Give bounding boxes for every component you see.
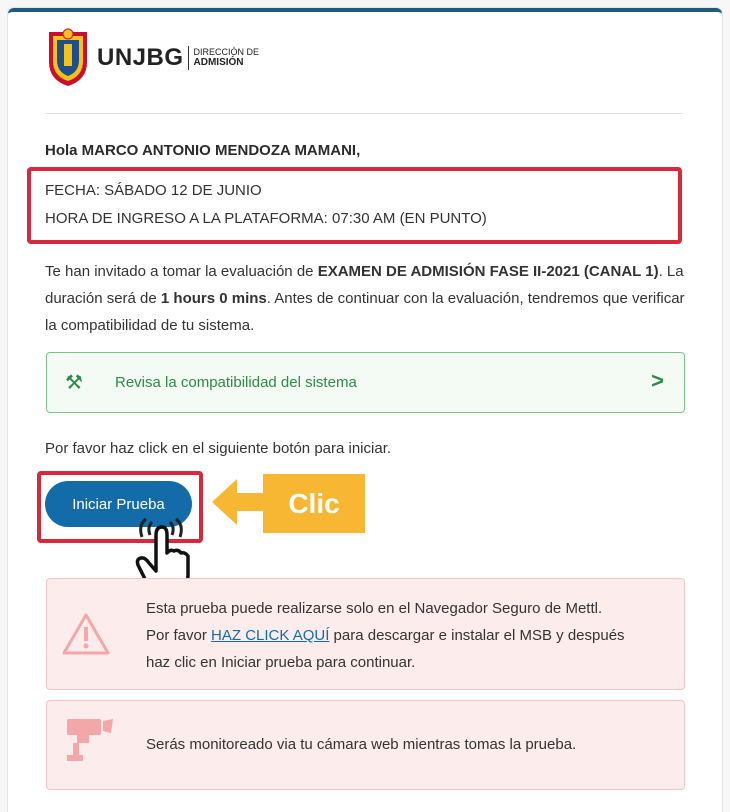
compatibility-check-link[interactable]	[46, 352, 685, 413]
brand-name: UNJBG	[97, 43, 184, 71]
intro-text	[45, 258, 685, 339]
exam-duration: 1 hours 0 mins	[160, 290, 267, 307]
logo-divider	[188, 46, 189, 70]
entry-time: HORA DE INGRESO A LA PLATAFORMA: 07:30 AM (EN PUNTO)	[45, 210, 487, 227]
header-divider	[45, 113, 683, 114]
dept-line-1: DIRECCIÓN DE	[193, 47, 260, 57]
clic-annotation: Clic	[263, 474, 365, 533]
unjbg-logo	[45, 25, 259, 90]
warning-icon	[61, 612, 111, 656]
security-camera-icon	[63, 717, 115, 765]
exam-name: EXAMEN DE ADMISIÓN FASE II-2021 (CANAL 1)	[317, 263, 659, 280]
line2-prefix: Por favor	[146, 627, 212, 644]
line2-suffix: para descargar e instalar el MSB y después	[329, 627, 625, 644]
greeting: Hola MARCO ANTONIO MENDOZA MAMANI,	[45, 142, 361, 159]
intro-part-2: . La duración será de	[45, 263, 684, 307]
intro-part-3: . Antes de continuar con la evaluación, tendremos que verificar la compatibilidad de tu sistema.	[45, 290, 685, 334]
camera-monitoring-alert	[46, 700, 685, 790]
arrow-left-icon	[212, 477, 266, 527]
department-name	[194, 47, 260, 68]
secure-browser-line-3: haz clic en Iniciar prueba para continuar.	[146, 654, 416, 671]
camera-monitoring-text: Serás monitoreado via tu cámara web mientras tomas la prueba.	[146, 736, 577, 753]
download-msb-link[interactable]: HAZ CLICK AQUÍ	[211, 627, 330, 644]
chevron-right-icon: >	[651, 368, 664, 393]
click-instruction: Por favor haz click en el siguiente botón para iniciar.	[45, 440, 392, 457]
start-test-button[interactable]: Iniciar Prueba	[45, 481, 192, 527]
dept-line-2: ADMISIÓN	[193, 57, 244, 68]
tools-icon: ⚒	[65, 372, 83, 394]
intro-part-1: Te han invitado a tomar la evaluación de	[45, 263, 318, 280]
secure-browser-line-2	[146, 622, 625, 649]
schedule-highlight	[27, 167, 682, 244]
secure-browser-line-1: Esta prueba puede realizarse solo en el Navegador Seguro de Mettl.	[146, 600, 603, 617]
secure-browser-alert	[46, 578, 685, 690]
compatibility-label: Revisa la compatibilidad del sistema	[115, 374, 357, 391]
university-seal-icon	[45, 28, 91, 88]
exam-date: FECHA: SÁBADO 12 DE JUNIO	[45, 182, 262, 199]
